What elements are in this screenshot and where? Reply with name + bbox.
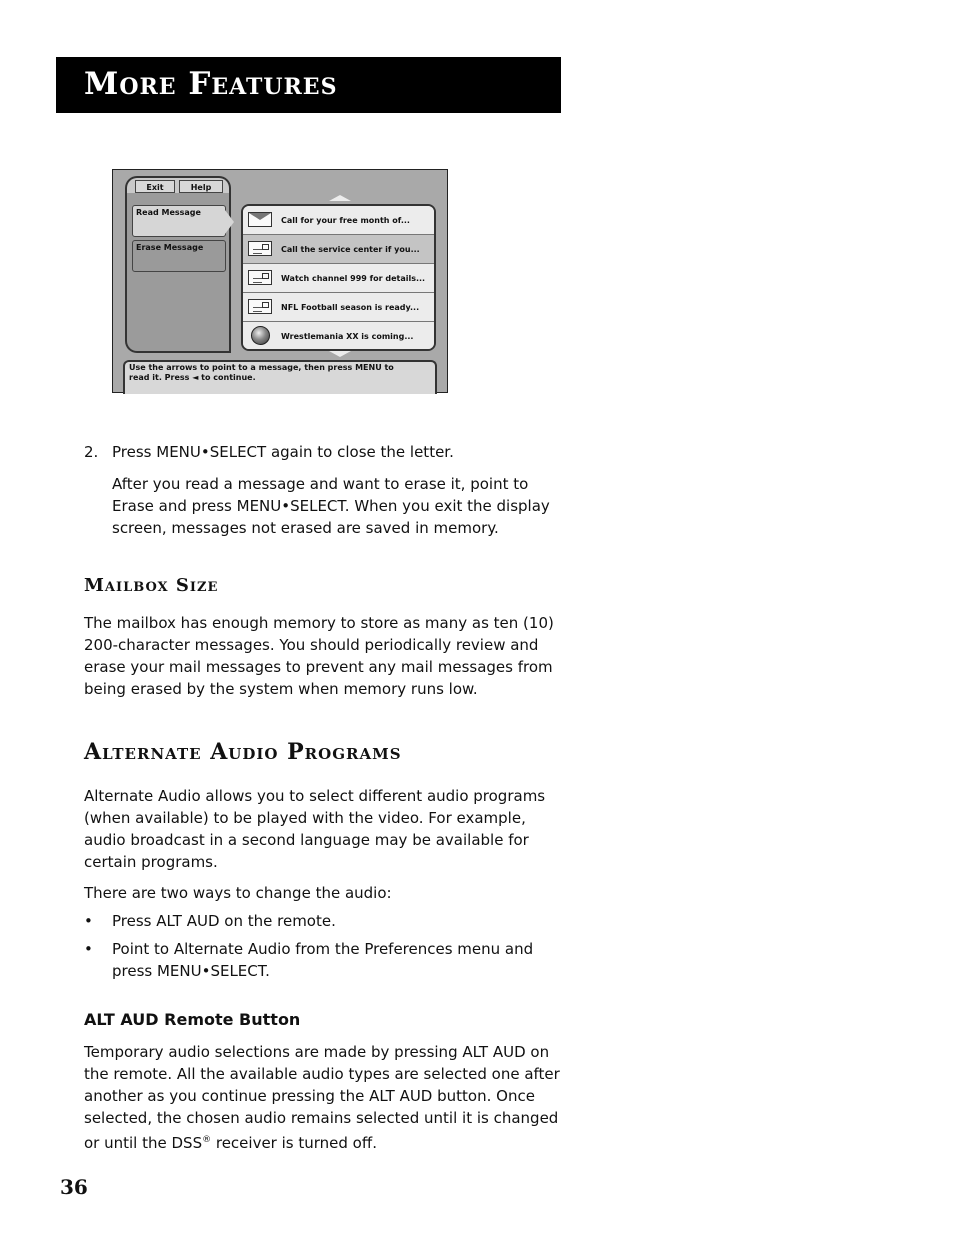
help-tab[interactable]: Help: [179, 180, 223, 193]
section-banner: [56, 57, 561, 113]
bullet-icon: •: [84, 940, 93, 958]
section-title: More Features: [84, 66, 338, 102]
pointer-arrow-icon: [225, 210, 234, 234]
bullet-item: Press ALT AUD on the remote.: [112, 912, 336, 930]
message-row[interactable]: [243, 293, 434, 322]
mailbox-screen-illustration: [112, 169, 448, 393]
hint-line: read it. Press ◄ to continue.: [129, 373, 256, 382]
envelope-icon: [248, 299, 272, 314]
message-subject: Watch channel 999 for details...: [281, 274, 426, 283]
mailbox-size-body: The mailbox has enough memory to store as many as ten (10) 200-character messages. You should periodically review and erase your mail messages to prevent any mail messages from being erased by the system when memory runs low.: [84, 614, 554, 698]
scroll-down-arrow-icon[interactable]: [329, 351, 351, 357]
message-row[interactable]: [243, 206, 434, 235]
message-row[interactable]: [243, 322, 434, 351]
exit-tab[interactable]: Exit: [135, 180, 175, 193]
message-subject: Call for your free month of...: [281, 216, 410, 225]
alt-aud-body-end: receiver is turned off.: [211, 1134, 377, 1152]
message-row[interactable]: [243, 235, 434, 264]
globe-icon: [251, 326, 270, 345]
alternate-audio-intro: Alternate Audio allows you to select different audio programs (when available) to be played with the video. For example, audio broadcast in a second language may be available for certain programs.: [84, 787, 546, 871]
alt-aud-body-main: Temporary audio selections are made by pressing ALT AUD on the remote. All the available audio types are selected one after another as you continue pressing the ALT AUD button. Once selected, the chosen audio remains selected until it is changed or until the DSS: [84, 1043, 560, 1152]
ways-intro: There are two ways to change the audio:: [84, 884, 392, 902]
hint-line: Use the arrows to point to a message, then press MENU to: [129, 363, 394, 372]
envelope-icon: [248, 270, 272, 285]
envelope-icon: [248, 241, 272, 256]
read-message-label: Read Message: [136, 208, 201, 217]
tab-bar: [125, 176, 231, 194]
registered-mark: ®: [202, 1135, 212, 1145]
bullet-icon: •: [84, 912, 93, 930]
message-row[interactable]: [243, 264, 434, 293]
message-list: [241, 204, 436, 351]
mailbox-size-heading: Mailbox Size: [84, 575, 219, 596]
alternate-audio-heading: Alternate Audio Programs: [84, 739, 402, 765]
mailbox-menu-panel: [125, 193, 231, 353]
erase-message-label: Erase Message: [136, 243, 204, 252]
help-hint-box: [123, 360, 437, 394]
step-2-followup: After you read a message and want to erase it, point to Erase and press MENU•SELECT. When you exit the display screen, messages not erased are saved in memory.: [112, 475, 550, 537]
step-2-text: Press MENU•SELECT again to close the letter.: [112, 443, 454, 461]
bullet-item: Point to Alternate Audio from the Preferences menu and press MENU•SELECT.: [112, 940, 534, 980]
read-message-button[interactable]: [132, 205, 226, 237]
step-number: 2.: [84, 443, 99, 461]
message-subject: NFL Football season is ready...: [281, 303, 420, 312]
alt-aud-remote-body: [84, 1041, 564, 1154]
alt-aud-remote-heading: ALT AUD Remote Button: [84, 1010, 301, 1029]
open-envelope-icon: [248, 212, 272, 227]
scroll-up-arrow-icon[interactable]: [329, 195, 351, 201]
page-number: 36: [60, 1175, 88, 1199]
message-subject: Wrestlemania XX is coming...: [281, 332, 414, 341]
erase-message-button[interactable]: [132, 240, 226, 272]
message-subject: Call the service center if you...: [281, 245, 420, 254]
